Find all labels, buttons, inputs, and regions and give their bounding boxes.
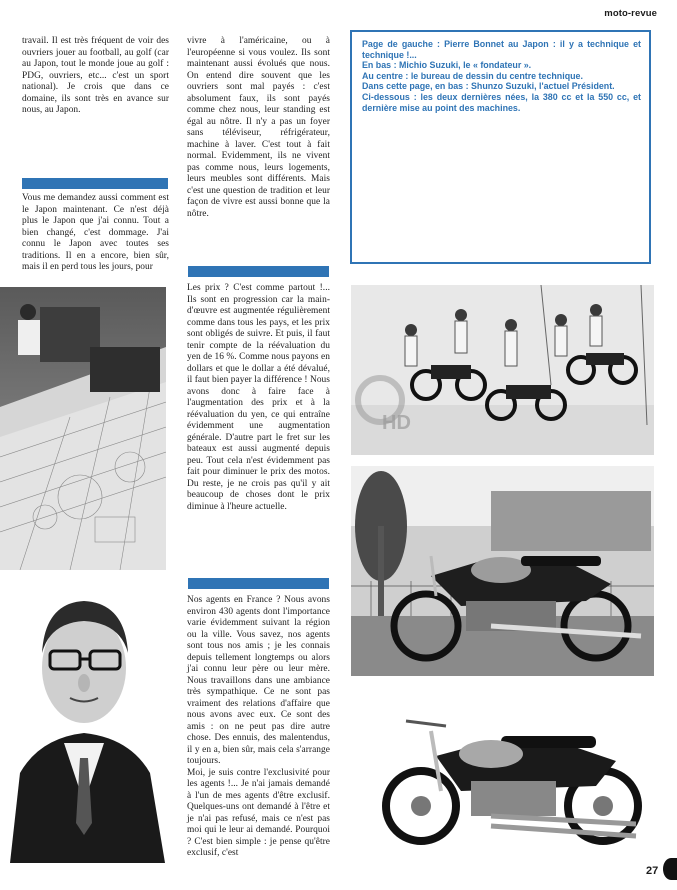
watermark-text: HD	[382, 412, 411, 434]
magazine-name-header: moto-revue	[604, 8, 657, 19]
photo-motorcycle-550cc	[351, 686, 654, 864]
caption-line: Ci-dessous : les deux dernières nées, la 380 cc et la 550 cc, et dernière mise au point des machines.	[362, 91, 641, 113]
section-divider-bar	[22, 178, 168, 189]
article-paragraph: Moi, je suis contre l'exclusivité pour les agents !... Je n'ai jamais demandé à l'un de mes agents d'être exclusif. Quelques-uns ont demandé à l'être et je n'ai pas refusé, mais ce n'est pas moi qui le leur ai demandé. Pourquoi ? C'est bien simple : je pense qu'être exclusif, c'est	[187, 767, 330, 858]
caption-line: Dans cette page, en bas : Shunzo Suzuki, l'actuel Président.	[362, 81, 615, 92]
photo-design-office	[0, 287, 166, 570]
page-edge-tab-mark	[663, 858, 677, 880]
article-paragraph: Les prix ? C'est comme partout !... Ils sont en progression car la main-d'œuvre est augmentée régulièrement comme dans tous les pays, et les prix sont obligés de suivre. Et puis, il faut tenir compte de la réévaluation du yen de 16 %. Comme nous payons en dollars et que le dollar a été dévalué, il faut bien payer la différence ! Nous avons donc à faire face à l'augmentation des prix et à la réévaluation du yen, ce qui entraîne évidemment une augmentation générale. D'autre part le fret sur les bateaux est aussi augmenté depuis peu. Tout cela n'est évidemment pas fait pour diminuer le prix des motos. Du reste, je ne crois pas qu'il y ait beaucoup de choses dont le prix diminue à l'heure actuelle.	[187, 283, 330, 512]
photo-motorcycle-380cc	[351, 466, 654, 676]
article-paragraph: vivre à l'américaine, ou à l'européenne si vous voulez. Ils sont maintenant aussi évolués que nous. On entend dire souvent que les ouvriers sont mal payés : c'est absolument faux, ils sont payés comme chez nous, leur standing est égal au nôtre. Il n'y a pas un foyer sans téléviseur, réfrigérateur, machine à laver. C'est tout à fait normal. Evidemment, ils ne vivent pas comme nous, leurs logements, leurs meubles sont différents. Mais c'est une question de tradition et leur façon de vivre est aussi bonne que la nôtre.	[187, 36, 330, 219]
article-paragraph: travail. Il est très fréquent de voir des ouvriers jouer au football, au golf (car au Japon, tout le monde joue au golf : PDG, ouvriers, etc... c'est un sport national). Je crois que dans ce domaine, ils sont très en avance sur nous, au Japon.	[22, 36, 169, 115]
caption-line: En bas : Michio Suzuki, le « fondateur ».	[362, 60, 532, 71]
section-divider-bar	[188, 578, 329, 589]
caption-line: Page de gauche : Pierre Bonnet au Japon : il y a technique et technique !...	[362, 39, 641, 60]
article-column-2-top	[187, 36, 330, 220]
article-column-1-top	[22, 36, 169, 117]
caption-line: Au centre : le bureau de dessin du centre technique.	[362, 70, 583, 81]
article-paragraph: Nos agents en France ? Nous avons environ 430 agents dont l'importance varie évidemment suivant la région ou la ville. Vous savez, nos agents sont tous nos amis ; je les connais depuis tellement longtemps ou alors j'ai connu leur père ou leur mère. Nous travaillons dans une ambiance très sympathique. Ce ne sont pas vraiment des relations d'affaire que nous avons avec eux. Ce sont des amis : on ne peut pas dire autre chose. Des ennuis, des malentendus, il y en a, bien sûr, mais cela s'arrange toujours.	[187, 595, 330, 766]
page-number: 27	[646, 865, 659, 877]
watermark-logo	[352, 372, 422, 452]
article-column-2-prices	[187, 283, 330, 513]
photo-president-portrait	[0, 573, 168, 863]
article-column-1-mid	[22, 193, 169, 274]
photo-caption-box	[350, 30, 651, 264]
section-divider-bar	[188, 266, 329, 277]
article-column-2-agents	[187, 595, 330, 860]
article-paragraph: Vous me demandez aussi comment est le Japon maintenant. Ce n'est déjà plus le Japon que j'ai connu. Tout a bien changé, c'est dommage. J'ai connu le Japon avec toutes ses traditions. Il en a encore, bien sûr, mais il en perd tous les jours, pour	[22, 193, 169, 272]
